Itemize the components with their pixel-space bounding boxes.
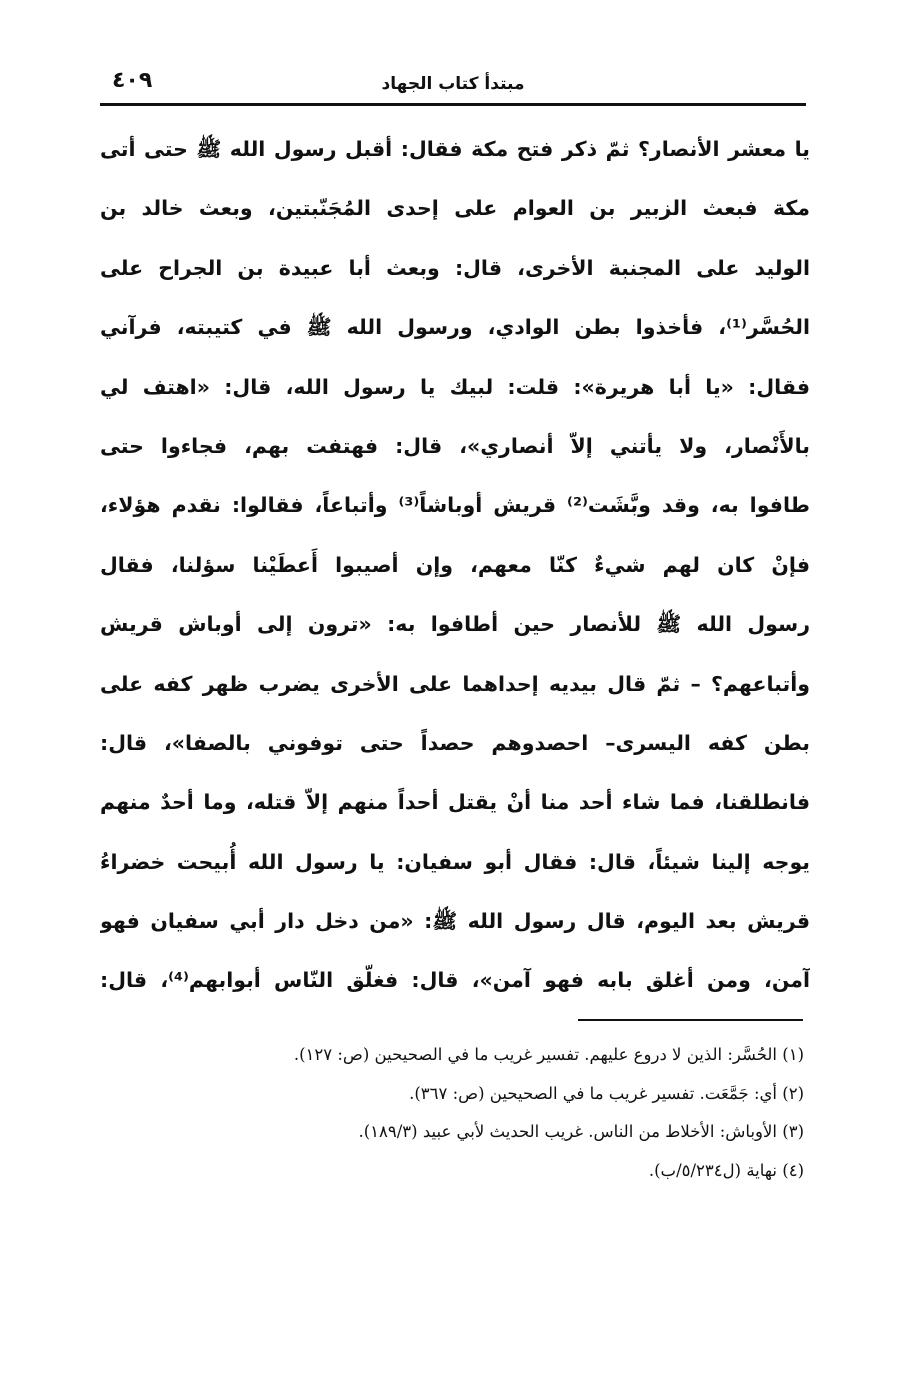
body-line: الوليد على المجنبة الأخرى، قال: وبعث أبا عبيدة بن الجراح على (100, 255, 810, 280)
footnote: (٣) الأوباش: الأخلاط من الناس. غريب الحديث لأبي عبيد (١٨٩/٣). (358, 1122, 804, 1141)
footnote: (٤) نهاية (ل٥/٢٣٤/ب). (648, 1160, 804, 1180)
body-line: بالأَنْصار، ولا يأتني إلاّ أنصاري»، قال: فهتفت بهم، فجاءوا حتى (100, 433, 810, 458)
body-line: مكة فبعث الزبير بن العوام على إحدى المُجَنّبتين، وبعث خالد بن (100, 196, 810, 221)
body-line: فانطلقنا، فما شاء أحد منا أنْ يقتل أحداً منهم إلاّ قتله، وما أحدٌ منهم (100, 790, 810, 815)
footnote: (١) الحُسَّر: الذين لا دروع عليهم. تفسير غريب ما في الصحيحين (ص: ١٢٧). (293, 1045, 804, 1064)
body-line: رسول الله ﷺ للأنصار حين أطافوا به: «ترون إلى أوباش قريش (100, 612, 810, 637)
page-number: ٤٠٩ (112, 68, 153, 93)
footnote: (٢) أي: جَمَّعَت. تفسير غريب ما في الصحيحين (ص: ٣٦٧). (409, 1083, 804, 1103)
body-line: فقال: «يا أبا هريرة»: قلت: لبيك يا رسول الله، قال: «اهتف لي (100, 374, 810, 399)
page-header (100, 66, 806, 106)
footnotes (140, 1036, 804, 1190)
header-rule (100, 103, 806, 106)
body-line: وأتباعهم؟ – ثمّ قال بيديه إحداهما على الأخرى يضرب ظهر كفه على (100, 671, 810, 696)
body-text (100, 120, 810, 1011)
body-line: طافوا به، وقد وبَّشَت⁽²⁾ قريش أوباشاً⁽³⁾ وأتباعاً، فقالوا: نقدم هؤلاء، (100, 493, 810, 518)
body-line: الحُسَّر⁽¹⁾، فأخذوا بطن الوادي، ورسول الله ﷺ في كتيبته، فرآني (100, 315, 810, 340)
body-line: يا معشر الأنصار؟ ثمّ ذكر فتح مكة فقال: أقبل رسول الله ﷺ حتى أتى (100, 137, 810, 161)
body-line: آمن، ومن أغلق بابه فهو آمن»، قال: فغلّق النّاس أبوابهم⁽⁴⁾، قال: (100, 968, 810, 993)
body-line: بطن كفه اليسرى– احصدوهم حصداً حتى توفوني بالصفا»، قال: (100, 730, 810, 755)
body-line: يوجه إلينا شيئاً، قال: فقال أبو سفيان: يا رسول الله أُبيحت خضراءُ (100, 849, 810, 874)
footnote-separator (578, 1019, 803, 1021)
body-line: فإنْ كان لهم شيءٌ كنّا معهم، وإن أصيبوا أَعطَيْنا سؤلنا، فقال (100, 552, 810, 577)
running-title: مبتدأ كتاب الجهاد (381, 74, 525, 94)
body-line: قريش بعد اليوم، قال رسول الله ﷺ: «من دخل دار أبي سفيان فهو (100, 909, 810, 934)
